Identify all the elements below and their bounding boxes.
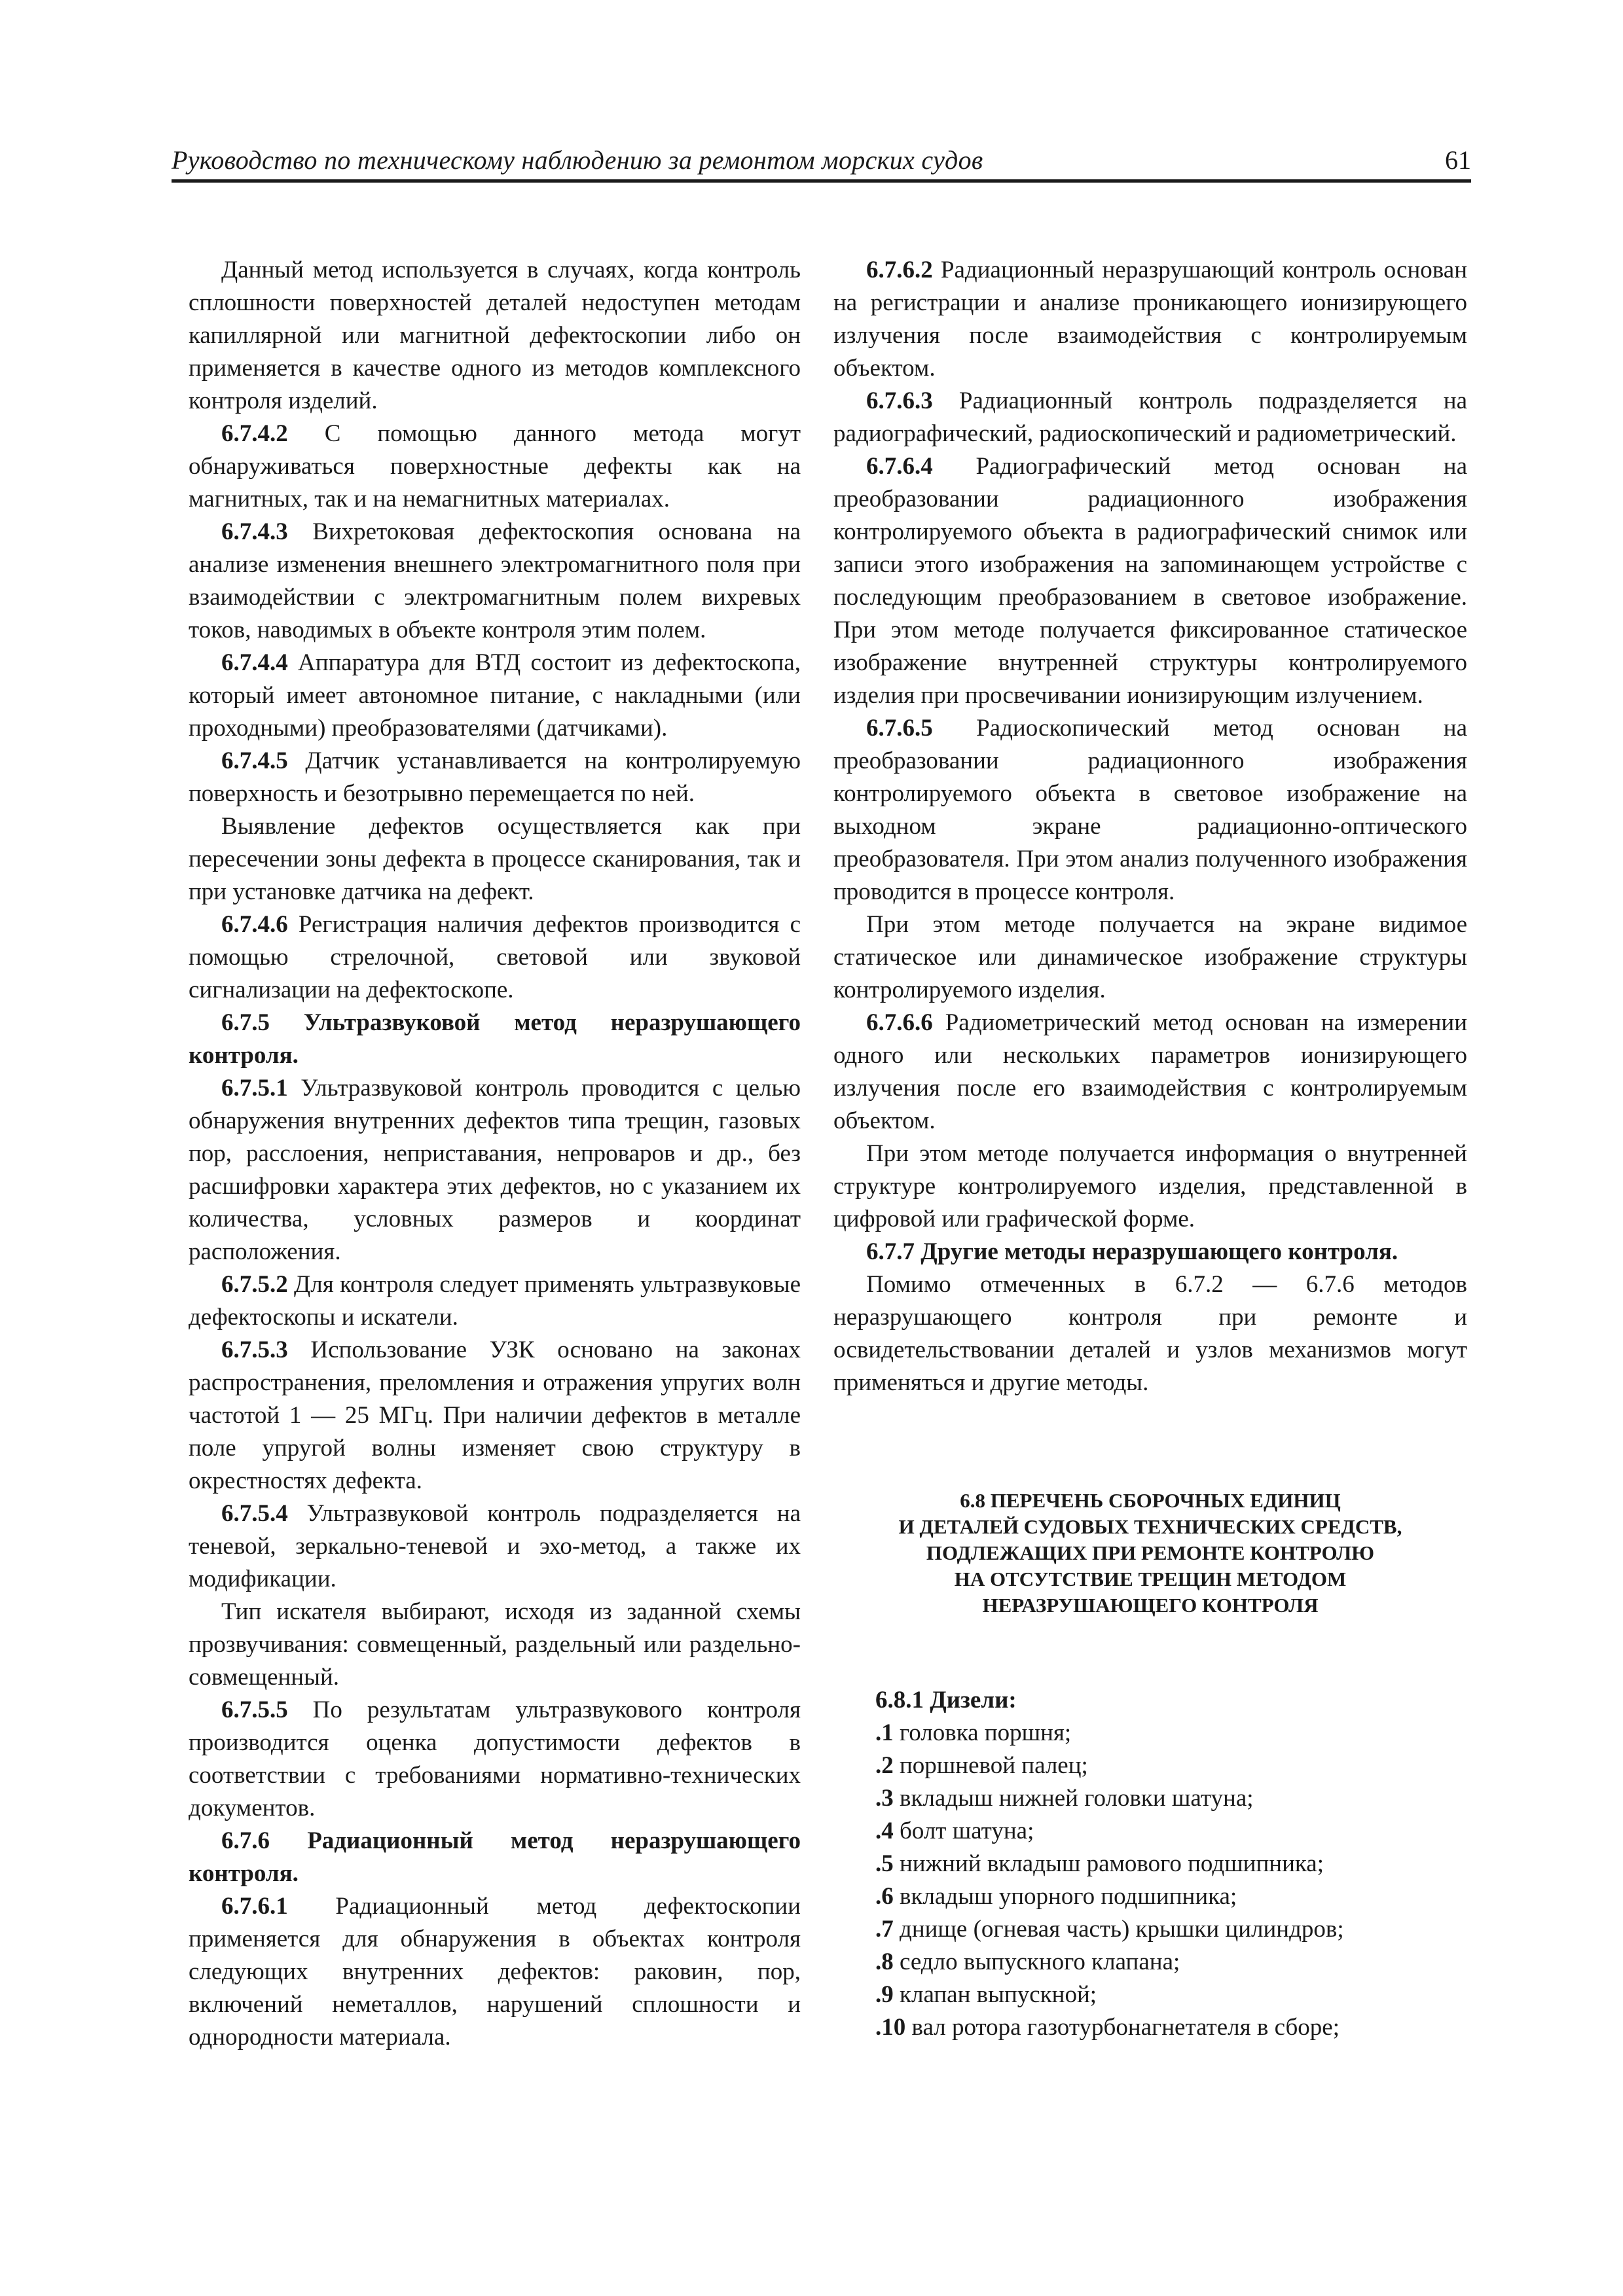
heading-line: И ДЕТАЛЕЙ СУДОВЫХ ТЕХНИЧЕСКИХ СРЕДСТВ, bbox=[898, 1515, 1402, 1538]
list-item: .4 болт шатуна; bbox=[875, 1818, 1034, 1844]
clause-number: 6.7.4.3 bbox=[221, 518, 288, 545]
paragraph: 6.7.4.3 Вихретоковая дефектоскопия основана на анализе изменения внешнего электромагнитного поля при взаимодействии с электромагнитным полем вихревых токов, наводимых в объекте контроля этим полем. bbox=[189, 518, 801, 643]
paragraph: Помимо отмеченных в 6.7.2 — 6.7.6 методов неразрушающего контроля при ремонте и освидетельствовании деталей и узлов механизмов могут применяться и другие методы. bbox=[833, 1271, 1467, 1396]
running-header bbox=[172, 143, 1471, 183]
paragraph: Тип искателя выбирают, исходя из заданной схемы прозвучивания: совмещенный, раздельный или раздельно-совмещенный. bbox=[189, 1598, 801, 1691]
right-column bbox=[833, 254, 1467, 2044]
paragraph: 6.7.5.5 По результатам ультразвукового контроля производится оценка допустимости дефектов в соответствии с требованиями нормативно-технических документов. bbox=[189, 1696, 801, 1821]
list-item: .8 седло выпускного клапана; bbox=[875, 1948, 1180, 1975]
list-item: .9 клапан выпускной; bbox=[875, 1981, 1097, 2008]
paragraph: При этом методе получается на экране видимое статическое или динамическое изображение структуры контролируемого изделия. bbox=[833, 911, 1467, 1003]
clause-number: 6.7.4.6 bbox=[221, 911, 288, 938]
clause-number: 6.7.4.2 bbox=[221, 420, 288, 447]
paragraph: 6.7.5.2 Для контроля следует применять ультразвуковые дефектоскопы и искатели. bbox=[189, 1271, 801, 1331]
paragraph: 6.7.6.4 Радиографический метод основан на преобразовании радиационного изображения контролируемого объекта в радиографический снимок или записи этого изображения на запоминающем устройстве с последующим преобразованием в световое изображение. При этом методе получается фиксированное статическое изображение внутренней структуры контролируемого изделия при просвечивании ионизирующим излучением. bbox=[833, 453, 1467, 709]
heading-line: НА ОТСУТСТВИЕ ТРЕЩИН МЕТОДОМ bbox=[954, 1568, 1347, 1590]
clause-number: 6.7.5.4 bbox=[221, 1500, 288, 1527]
list-item: .1 головка поршня; bbox=[875, 1719, 1072, 1746]
paragraph: 6.7.6.2 Радиационный неразрушающий контроль основан на регистрации и анализе проникающего ионизирующего излучения после взаимодействия с контролируемым объектом. bbox=[833, 257, 1467, 382]
clause-number: 6.7.6.3 bbox=[866, 387, 933, 414]
paragraph: 6.7.4.6 Регистрация наличия дефектов производится с помощью стрелочной, световой или звуковой сигнализации на дефектоскопе. bbox=[189, 911, 801, 1003]
clause-number: 6.7.6.2 bbox=[866, 257, 933, 283]
subsection-title: 6.8.1 Дизели: bbox=[875, 1687, 1017, 1713]
section-heading bbox=[833, 1488, 1467, 1619]
paragraph: 6.7.5.1 Ультразвуковой контроль проводится с целью обнаружения внутренних дефектов типа трещин, газовых пор, расслоения, неприставания, непроваров и др., без расшифровки характера этих дефектов, но с указанием их количества, условных размеров и координат расположения. bbox=[189, 1075, 801, 1265]
clause-number: 6.7.6.6 bbox=[866, 1009, 933, 1036]
clause-number: 6.7.5.3 bbox=[221, 1336, 288, 1363]
list-item: .10 вал ротора газотурбонагнетателя в сборе; bbox=[875, 2014, 1340, 2041]
clause-number: 6.7.6.4 bbox=[866, 453, 933, 480]
parts-list bbox=[833, 1717, 1467, 2044]
paragraph: 6.7.6.5 Радиоскопический метод основан на преобразовании радиационного изображения контролируемого объекта в световое изображение на выходном экране радиационно-оптического преобразователя. При этом анализ полученного изображения проводится в процессе контроля. bbox=[833, 715, 1467, 905]
section-title: 6.7.5 Ультразвуковой метод неразрушающего контроля. bbox=[189, 1009, 801, 1069]
list-item: .5 нижний вкладыш рамового подшипника; bbox=[875, 1850, 1324, 1877]
paragraph: 6.7.4.5 Датчик устанавливается на контролируемую поверхность и безотрывно перемещается по ней. bbox=[189, 747, 801, 807]
page-number: 61 bbox=[1445, 145, 1471, 175]
heading-line: 6.8 ПЕРЕЧЕНЬ СБОРОЧНЫХ ЕДИНИЦ bbox=[960, 1489, 1341, 1512]
section-title: 6.7.7 Другие методы неразрушающего контроля. bbox=[866, 1238, 1398, 1265]
clause-number: 6.7.5.5 bbox=[221, 1696, 288, 1723]
clause-number: 6.7.6.5 bbox=[866, 715, 933, 742]
section-title: 6.7.6 Радиационный метод неразрушающего контроля. bbox=[189, 1827, 801, 1887]
clause-number: 6.7.4.4 bbox=[221, 649, 288, 676]
list-item: .2 поршневой палец; bbox=[875, 1752, 1088, 1779]
header-title: Руководство по техническому наблюдению за ремонтом морских судов bbox=[172, 145, 983, 175]
clause-number: 6.7.5.1 bbox=[221, 1075, 288, 1102]
paragraph: При этом методе получается информация о внутренней структуре контролируемого изделия, представленной в цифровой или графической форме. bbox=[833, 1140, 1467, 1232]
list-item: .3 вкладыш нижней головки шатуна; bbox=[875, 1785, 1254, 1812]
paragraph: 6.7.4.4 Аппаратура для ВТД состоит из дефектоскопа, который имеет автономное питание, с накладными (или проходными) преобразователями (датчиками). bbox=[189, 649, 801, 742]
paragraph: 6.7.5.4 Ультразвуковой контроль подразделяется на теневой, зеркально-теневой и эхо-метод, а также их модификации. bbox=[189, 1500, 801, 1592]
left-column bbox=[189, 254, 801, 2054]
heading-line: ПОДЛЕЖАЩИХ ПРИ РЕМОНТЕ КОНТРОЛЮ bbox=[926, 1541, 1375, 1564]
list-item: .6 вкладыш упорного подшипника; bbox=[875, 1883, 1237, 1910]
paragraph: 6.7.6.6 Радиометрический метод основан на измерении одного или нескольких параметров ионизирующего излучения после его взаимодействия с контролируемым объектом. bbox=[833, 1009, 1467, 1134]
paragraph: 6.7.6.1 Радиационный метод дефектоскопии применяется для обнаружения в объектах контроля следующих внутренних дефектов: раковин, пор, включений неметаллов, нарушений сплошности и однородности материала. bbox=[189, 1893, 801, 2051]
clause-number: 6.7.4.5 bbox=[221, 747, 288, 774]
paragraph: 6.7.4.2 С помощью данного метода могут обнаруживаться поверхностные дефекты как на магнитных, так и на немагнитных материалах. bbox=[189, 420, 801, 512]
clause-number: 6.7.5.2 bbox=[221, 1271, 288, 1298]
list-item: .7 днище (огневая часть) крышки цилиндров; bbox=[875, 1916, 1344, 1943]
paragraph: 6.7.5.3 Использование УЗК основано на законах распространения, преломления и отражения упругих волн частотой 1 — 25 МГц. При наличии дефектов в металле поле упругой волны изменяет свою структуру в окрестностях дефекта. bbox=[189, 1336, 801, 1494]
clause-number: 6.7.6.1 bbox=[221, 1893, 288, 1920]
paragraph: Выявление дефектов осуществляется как при пересечении зоны дефекта в процессе сканирования, так и при установке датчика на дефект. bbox=[189, 813, 801, 905]
paragraph: 6.7.6.3 Радиационный контроль подразделяется на радиографический, радиоскопический и радиометрический. bbox=[833, 387, 1467, 447]
heading-line: НЕРАЗРУШАЮЩЕГО КОНТРОЛЯ bbox=[982, 1594, 1319, 1617]
paragraph: Данный метод используется в случаях, когда контроль сплошности поверхностей деталей недоступен методам капиллярной или магнитной дефектоскопии либо он применяется в качестве одного из методов комплексного контроля изделий. bbox=[189, 257, 801, 414]
